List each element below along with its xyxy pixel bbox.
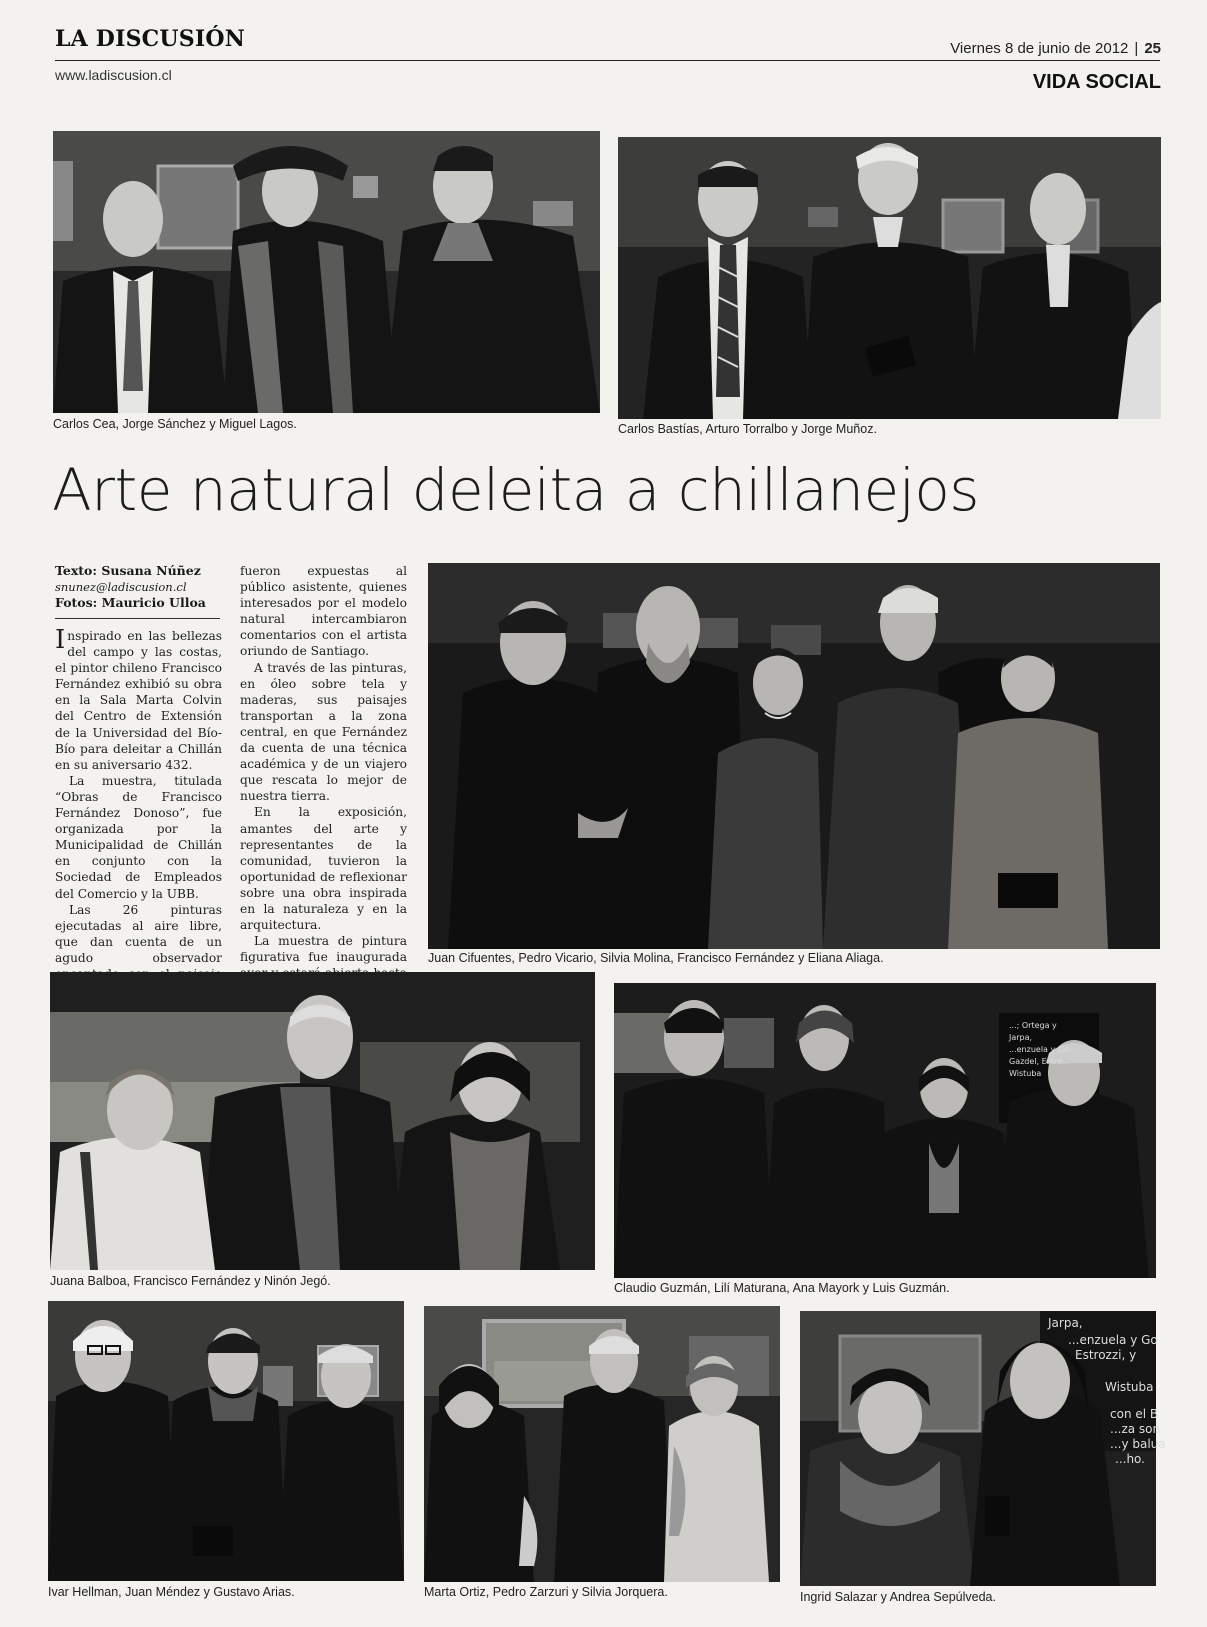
byline-email: snunez@ladiscusion.cl — [55, 580, 187, 594]
photo-6 — [48, 1301, 404, 1581]
caption-6: Ivar Hellman, Juan Méndez y Gustavo Arias. — [48, 1585, 295, 1599]
wall-text-line: ...ho. — [1115, 1452, 1145, 1466]
article-paragraph: A través de las pinturas, en óleo sobre tela y maderas, sus paisajes transportan a la zona central, en que Fernández da cuenta de una técnica académica y de un viajero que rescata lo mejor de nuestra tierra. — [240, 660, 407, 804]
section-title: VIDA SOCIAL — [1032, 71, 1161, 93]
article-column-2 — [240, 563, 407, 998]
article-paragraph: Las 26 pinturas ejecutadas al aire libre, que dan cuenta de un agudo observador — [55, 902, 222, 965]
header-rule — [55, 60, 1160, 61]
caption-4: Juana Balboa, Francisco Fernández y Ninón Jegó. — [50, 1274, 331, 1288]
date-separator: | — [1134, 40, 1139, 57]
photo-4 — [50, 972, 595, 1270]
photo-2 — [618, 137, 1161, 419]
article-text: nspirado en las bellezas del campo y las costas, el pintor chileno Francisco Fernández exhibió su obra en la Sala Marta Colvin del Centro de Extensión de la Universidad del Bío-Bío para deleitar a Chillán en su aniversario 432. — [55, 629, 222, 772]
article-column-1 — [55, 625, 222, 998]
photo-7 — [424, 1306, 780, 1582]
wall-text-line: ...y balua — [1110, 1437, 1166, 1451]
headline: Arte natural deleita a chillanejos — [52, 456, 980, 524]
article-paragraph: La muestra de pintura figurativa fue inaugurada — [240, 934, 407, 965]
photo-8 — [800, 1311, 1166, 1586]
wall-text-line: ...enzuela y Go... — [1009, 1045, 1077, 1054]
article-paragraph: La muestra, titulada “Obras de Francisco Fernández Donoso”, fue organizada por la Municipalidad de Chillán en conjunto con la Sociedad de Empleados del Comercio y la UBB. — [55, 773, 222, 901]
wall-text-line: Gazdel, Estro... — [1009, 1057, 1070, 1066]
caption-8: Ingrid Salazar y Andrea Sepúlveda. — [800, 1590, 996, 1604]
wall-text-line: ...za son — [1110, 1422, 1161, 1436]
byline-photos: Fotos: Mauricio Ulloa — [55, 595, 206, 610]
photo-3 — [428, 563, 1160, 949]
wall-text-line: Estrozzi, y — [1075, 1348, 1137, 1362]
byline — [55, 563, 220, 611]
website-url: www.ladiscusion.cl — [55, 67, 172, 83]
dropcap: I — [55, 625, 66, 655]
wall-text-line: Jarpa, — [1048, 1316, 1083, 1330]
article-paragraph: En la exposición, amantes del arte y representantes de la comunidad, tuvieron la oportunidad de reflexionar sobre una obra inspirada en la naturaleza y en la arquitectura. — [240, 805, 407, 933]
byline-text: Texto: Susana Núñez — [55, 563, 201, 578]
issue-date: Viernes 8 de junio de 2012 — [950, 40, 1129, 57]
caption-3: Juan Cifuentes, Pedro Vicario, Silvia Molina, Francisco Fernández y Eliana Aliaga. — [428, 951, 884, 965]
byline-rule — [55, 618, 220, 619]
caption-5: Claudio Guzmán, Lilí Maturana, Ana Mayork y Luis Guzmán. — [614, 1281, 950, 1295]
wall-text-line: ...; Ortega y — [1009, 1021, 1057, 1030]
wall-text-line: ...enzuela y Go — [1068, 1333, 1158, 1347]
article-paragraph: fueron expuestas al público asistente, quienes interesados por el modelo natural intercambiaron comentarios con el artista oriundo de Santiago. — [240, 564, 407, 659]
wall-text-line: Wistuba — [1009, 1069, 1042, 1078]
dateline — [950, 40, 1161, 57]
masthead: LA DISCUSIÓN — [55, 26, 246, 52]
wall-text-line: con el B — [1110, 1407, 1159, 1421]
photo-1 — [53, 131, 600, 413]
caption-2: Carlos Bastías, Arturo Torralbo y Jorge Muñoz. — [618, 422, 877, 436]
page-number: 25 — [1144, 40, 1161, 57]
caption-1: Carlos Cea, Jorge Sánchez y Miguel Lagos. — [53, 417, 297, 431]
wall-text-line: Wistuba — [1105, 1380, 1154, 1394]
photo-5 — [614, 983, 1156, 1278]
caption-7: Marta Ortiz, Pedro Zarzuri y Silvia Jorquera. — [424, 1585, 668, 1599]
wall-text-line: Jarpa, — [1009, 1033, 1033, 1042]
article-paragraph — [55, 625, 222, 773]
